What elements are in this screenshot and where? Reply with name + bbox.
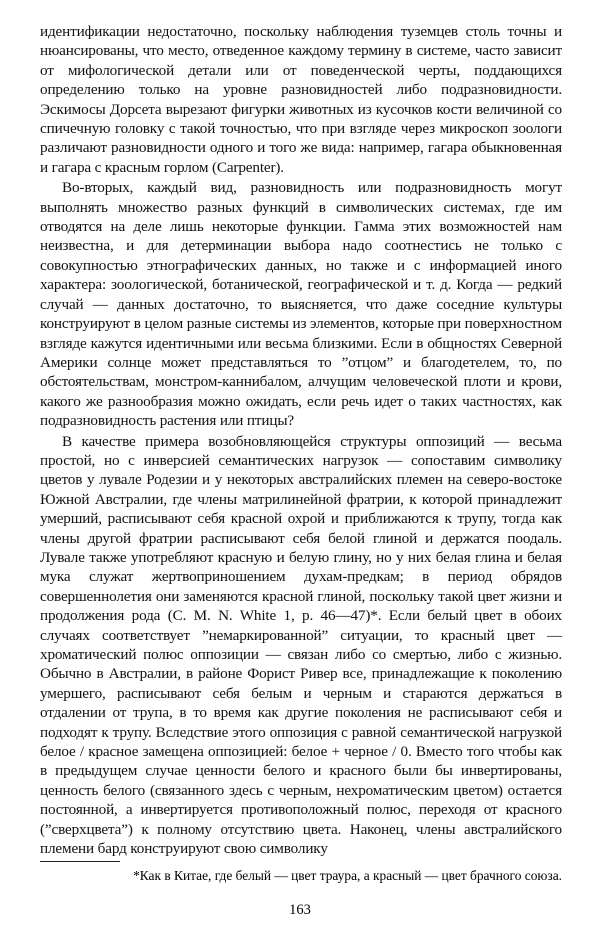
paragraph-2: Во-вторых, каждый вид, разновидность или подразновидность могут выполнять множество разных функций в символических системах, где им отводятся на деле лишь некоторые функции. Гамма этих возможностей нам неизвестна, и для детерминации выбора надо соотнестись не только с совокупностью этнографических данных, но также и с информацией иного характера: зоологической, ботанической, географической и т. д. Когда — редкий случай — данных достаточно, то выясняется, что даже соседние культуры конструируют в целом разные системы из элементов, которые при поверхностном взгляде кажутся идентичными или весьма близкими. Если в общностях Северной Америки солнце может представляться то ”отцом” и благодетелем, то, по обстоятельствам, монстром-каннибалом, алчущим человеческой плоти и крови, какого же разнообразия можно ожидать, если речь идет о таких частностях, как подразновидность растения или птицы? bbox=[40, 179, 562, 430]
paragraph-1: идентификации недостаточно, поскольку наблюдения туземцев столь точны и нюансированы, что место, отведенное каждому термину в системе, часто зависит от мифологической детали или от поведенческой черты, поддающихся определению только на уровне разновидностей либо подразновидности. Эскимосы Дорсета вырезают фигурки животных из кусочков кости величиной со спичечную головку с такой точностью, что при взгляде через микроскоп зоологи различают разновидности одного и того же вида: например, гагара обыкновенная и гагара с красным горлом (Carpenter). bbox=[40, 23, 562, 176]
page-number: 163 bbox=[289, 902, 311, 918]
paragraph-3: В качестве примера возобновляющейся структуры оппозиций — весьма простой, но с инверсией семантических нагрузок — сопоставим символику цветов у лувале Родезии и у некоторых австралийских племен на северо-востоке Южной Австралии, где члены матрилинейной фратрии, к которой принадлежит умерший, расписывают себя красной охрой и приближаются к трупу, тогда как члены другой фратрии расписывают себя белой глиной и держатся поодаль. Лувале также употребляют красную и белую глину, но у них белая глина и белая мука служат жертвоприношением духам-предкам; в период обрядов совершеннолетия они заменяются красной глиной, поскольку такой цвет жизни и продолжения рода (C. M. N. White 1, p. 46—47)*. Если белый цвет в обоих случаях соответствует ”немаркированной” ситуации, то красный цвет — хроматический полюс оппозиции — связан либо со смертью, либо с жизнью. Обычно в Австралии, в районе Форист Ривер все, принадлежащие к поколению умершего, расписывают себя белым и черным и стараются держаться в отдалении от трупа, в то время как другие поколения не расписывают себя и подходят к трупу. Вследствие этого оппозиция с равной семантической нагрузкой белое / красное замещена оппозицией: белое + черное / 0. Вместо того чтобы как в предыдущем случае ценности белого и красного были бы инвертированы, ценность белого (связанного здесь с черным, нехроматическим цветом) остается постоянной, а инвертируется противоположный полюс, переходя от красного (”сверхцвета”) к полному отсутствию цвета. Наконец, члены австралийского племени бард конструируют свою символику bbox=[40, 432, 562, 858]
footnote-divider bbox=[40, 861, 120, 862]
footnote: *Как в Китае, где белый — цвет траура, а красный — цвет брачного союза. bbox=[133, 868, 562, 883]
